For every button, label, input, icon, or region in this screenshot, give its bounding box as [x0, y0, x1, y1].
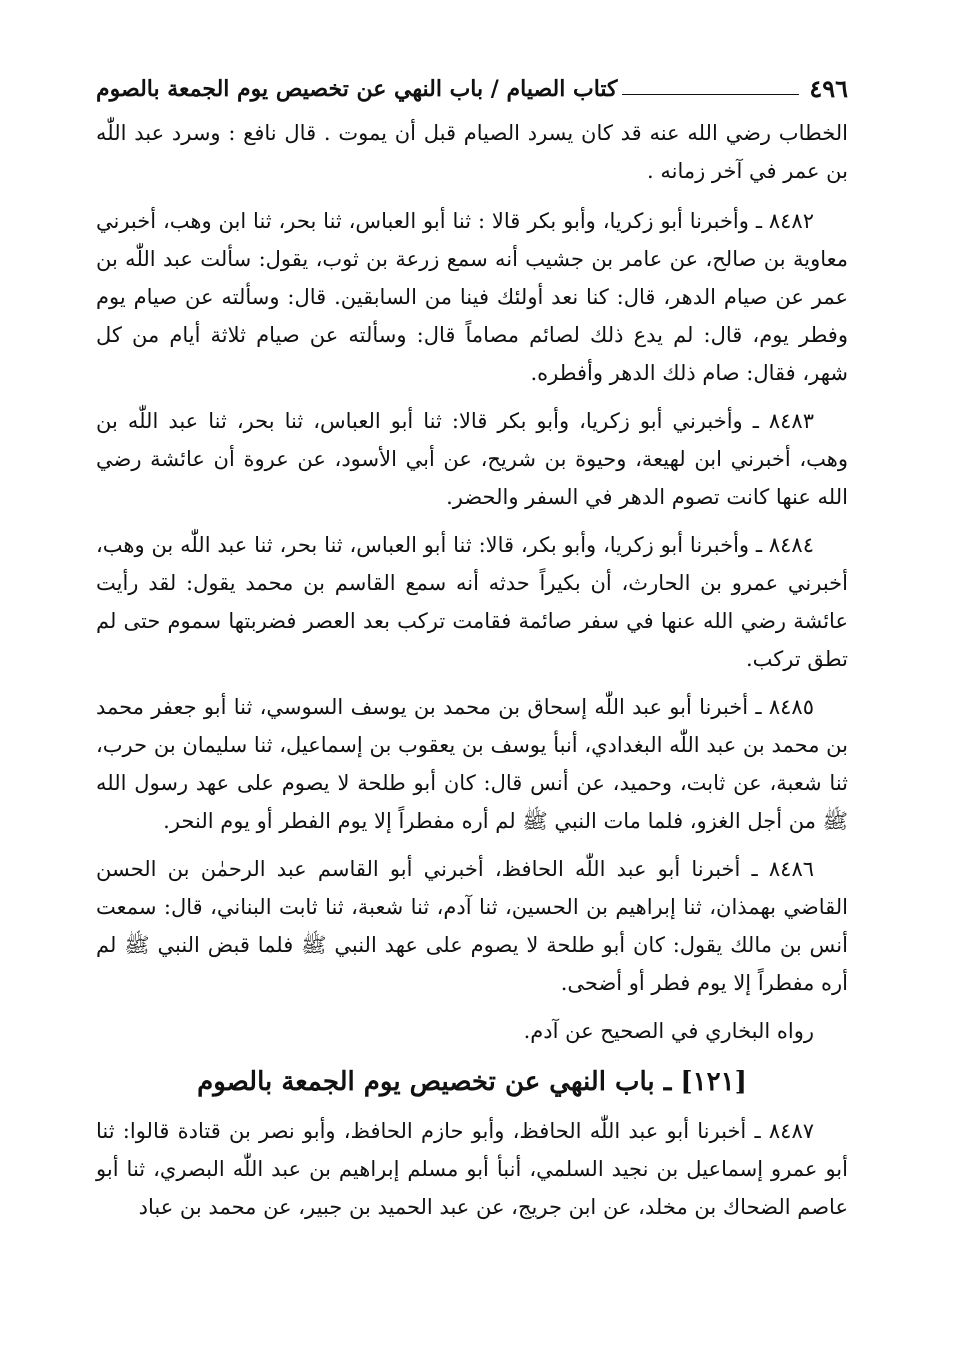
- hadith-number: ٨٤٨٧ ـ: [754, 1119, 815, 1143]
- hadith-number: ٨٤٨٢ ـ: [755, 209, 814, 233]
- hadith-paragraph: [96, 526, 848, 678]
- paragraph-text: الخطاب رضي الله عنه قد كان يسرد الصيام قبل أن يموت . قال نافع : وسرد عبد اللّٰه بن عمر في آخر زمانه .: [96, 121, 848, 183]
- hadith-paragraph: [96, 1112, 848, 1226]
- hadith-number: ٨٤٨٣ ـ: [752, 409, 814, 433]
- paragraph-text: أخبرنا أبو عبد اللّٰه الحافظ، أخبرني أبو القاسم عبد الرحمٰن بن الحسن القاضي بهمذان، ثنا إبراهيم بن الحسين، ثنا آدم، ثنا شعبة، ثنا ثابت البناني، قال: سمعت أنس بن مالك يقول: كان أبو طلحة لا يصوم على عهد النبي ﷺ فلما قبض النبي ﷺ لم أره مفطراً إلا يوم فطر أو أضحى.: [96, 857, 848, 995]
- paragraph-text: أخبرنا أبو عبد اللّٰه الحافظ، وأبو حازم الحافظ، وأبو نصر بن قتادة قالوا: ثنا أبو عمرو إسماعيل بن نجيد السلمي، أنبأ أبو مسلم إبراهيم بن عبد اللّٰه البصري، ثنا أبو عاصم الضحاك بن مخلد، عن ابن جريج، عن عبد الحميد بن جبير، عن محمد بن عباد: [96, 1119, 848, 1219]
- hadith-number: ٨٤٨٦ ـ: [751, 857, 815, 881]
- hadith-paragraph: [96, 402, 848, 516]
- paragraph-text: وأخبرنا أبو زكريا، وأبو بكر قالا : ثنا أبو العباس، ثنا بحر، ثنا ابن وهب، أخبرني معاوية بن صالح، عن عامر بن جشيب أنه سمع زرعة بن ثوب، يقول: سألت عبد اللّٰه بن عمر عن صيام الدهر، قال: كنا نعد أولئك فينا من السابقين. قال: وسألته عن صيام يوم وفطر يوم، قال: لم يدع ذلك لصائم مصاماً قال: وسألته عن صيام ثلاثة أيام من كل شهر، فقال: صام ذلك الدهر وأفطره.: [96, 209, 848, 385]
- note-text: رواه البخاري في الصحيح عن آدم.: [523, 1019, 814, 1043]
- book-page: [96, 70, 848, 1236]
- header-rule: [622, 94, 800, 95]
- hadith-paragraph: [96, 688, 848, 840]
- hadith-number: ٨٤٨٥ ـ: [755, 695, 814, 719]
- running-header: [96, 70, 848, 104]
- page-number: ٤٩٦: [809, 74, 848, 103]
- narration-note: [96, 1012, 848, 1050]
- paragraph-text: وأخبرنا أبو زكريا، وأبو بكر، قالا: ثنا أبو العباس، ثنا بحر، ثنا عبد اللّٰه بن وهب، أخبرني عمرو بن الحارث، أن بكيراً حدثه أنه سمع القاسم بن محمد يقول: لقد رأيت عائشة رضي الله عنها في سفر صائمة فقامت تركب بعد العصر فضربتها سموم حتى لم تطق تركب.: [96, 533, 848, 671]
- paragraph-text: وأخبرني أبو زكريا، وأبو بكر قالا: ثنا أبو العباس، ثنا بحر، ثنا عبد اللّٰه بن وهب، أخبرني ابن لهيعة، وحيوة بن شريح، عن أبي الأسود، عن عروة أن عائشة رضي الله عنها كانت تصوم الدهر في السفر والحضر.: [96, 409, 848, 509]
- paragraph-continuation: [96, 114, 848, 190]
- section-heading: [١٢١] ـ باب النهي عن تخصيص يوم الجمعة بالصوم: [197, 1067, 747, 1097]
- hadith-paragraph: [96, 850, 848, 1002]
- running-title: كتاب الصيام / باب النهي عن تخصيص يوم الجمعة بالصوم: [96, 76, 618, 102]
- hadith-number: ٨٤٨٤ ـ: [755, 533, 814, 557]
- paragraph-text: أخبرنا أبو عبد اللّٰه إسحاق بن محمد بن يوسف السوسي، ثنا أبو جعفر محمد بن محمد بن عبد اللّٰه البغدادي، أنبأ يوسف بن يعقوب بن إسماعيل، ثنا سليمان بن حرب، ثنا شعبة، عن ثابت، وحميد، عن أنس قال: كان أبو طلحة لا يصوم على عهد رسول الله ﷺ من أجل الغزو، فلما مات النبي ﷺ لم أره مفطراً إلا يوم الفطر أو يوم النحر.: [96, 695, 848, 833]
- hadith-paragraph: [96, 202, 848, 392]
